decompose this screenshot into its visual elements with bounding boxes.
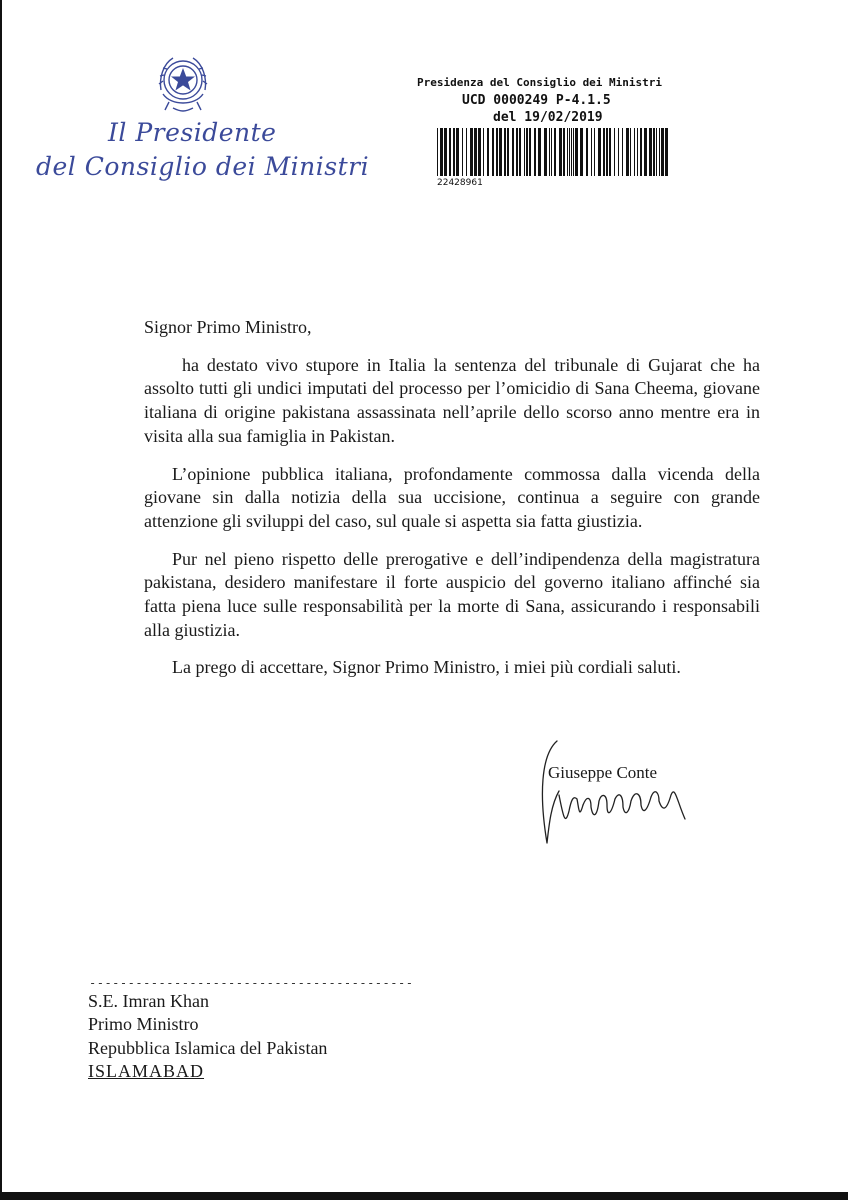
separator-line: ------------------------------------------	[89, 976, 414, 990]
recipient-country: Repubblica Islamica del Pakistan	[88, 1037, 328, 1058]
stamp-protocol-number: UCD 0000249 P-4.1.5	[462, 93, 611, 108]
paragraph-2: L’opinione pubblica italiana, profondamente commossa dalla vicenda della giovane sin dalla notizia della sua uccisione, continua a seguire con grande attenzione gli sviluppi del caso, sul quale si aspetta sia fatta giustizia.	[144, 463, 760, 531]
protocol-stamp	[400, 70, 690, 200]
recipient-title: S.E. Imran Khan	[88, 991, 209, 1011]
salutation: Signor Primo Ministro,	[144, 317, 312, 337]
barcode-icon	[437, 128, 669, 176]
letter-body	[144, 316, 760, 694]
stamp-date: del 19/02/2019	[493, 110, 603, 125]
barcode-number: 22428961	[437, 178, 483, 188]
letterhead-title-line1: Il Presidente	[108, 118, 277, 147]
signatory-name: Giuseppe Conte	[548, 763, 658, 782]
paragraph-1: ha destato vivo stupore in Italia la sentenza del tribunale di Gujarat che ha assolto tutti gli undici imputati del processo per l’omicidio di Sana Cheema, giovane italiana di origine pakistana assassinata nell’aprile dello scorso anno mentre era in visita alla sua famiglia in Pakistan.	[144, 354, 760, 446]
handwritten-signature	[535, 735, 705, 853]
stamp-office: Presidenza del Consiglio dei Ministri	[417, 76, 663, 89]
recipient-block	[88, 990, 327, 1083]
recipient-role: Primo Ministro	[88, 1014, 199, 1035]
italian-republic-emblem-icon	[151, 50, 215, 116]
paragraph-4: La prego di accettare, Signor Primo Ministro, i miei più cordiali saluti.	[172, 657, 681, 678]
letterhead-title-line2: del Consiglio dei Ministri	[36, 152, 370, 181]
recipient-city: ISLAMABAD	[88, 1060, 205, 1081]
paragraph-3: Pur nel pieno rispetto delle prerogative e dell’indipendenza della magistratura pakistana, desidero manifestare il forte auspicio del governo italiano affinché sia fatta piena luce sulle responsabilità per la morte di Sana, assicurando i responsabili alla giustizia.	[144, 548, 760, 640]
